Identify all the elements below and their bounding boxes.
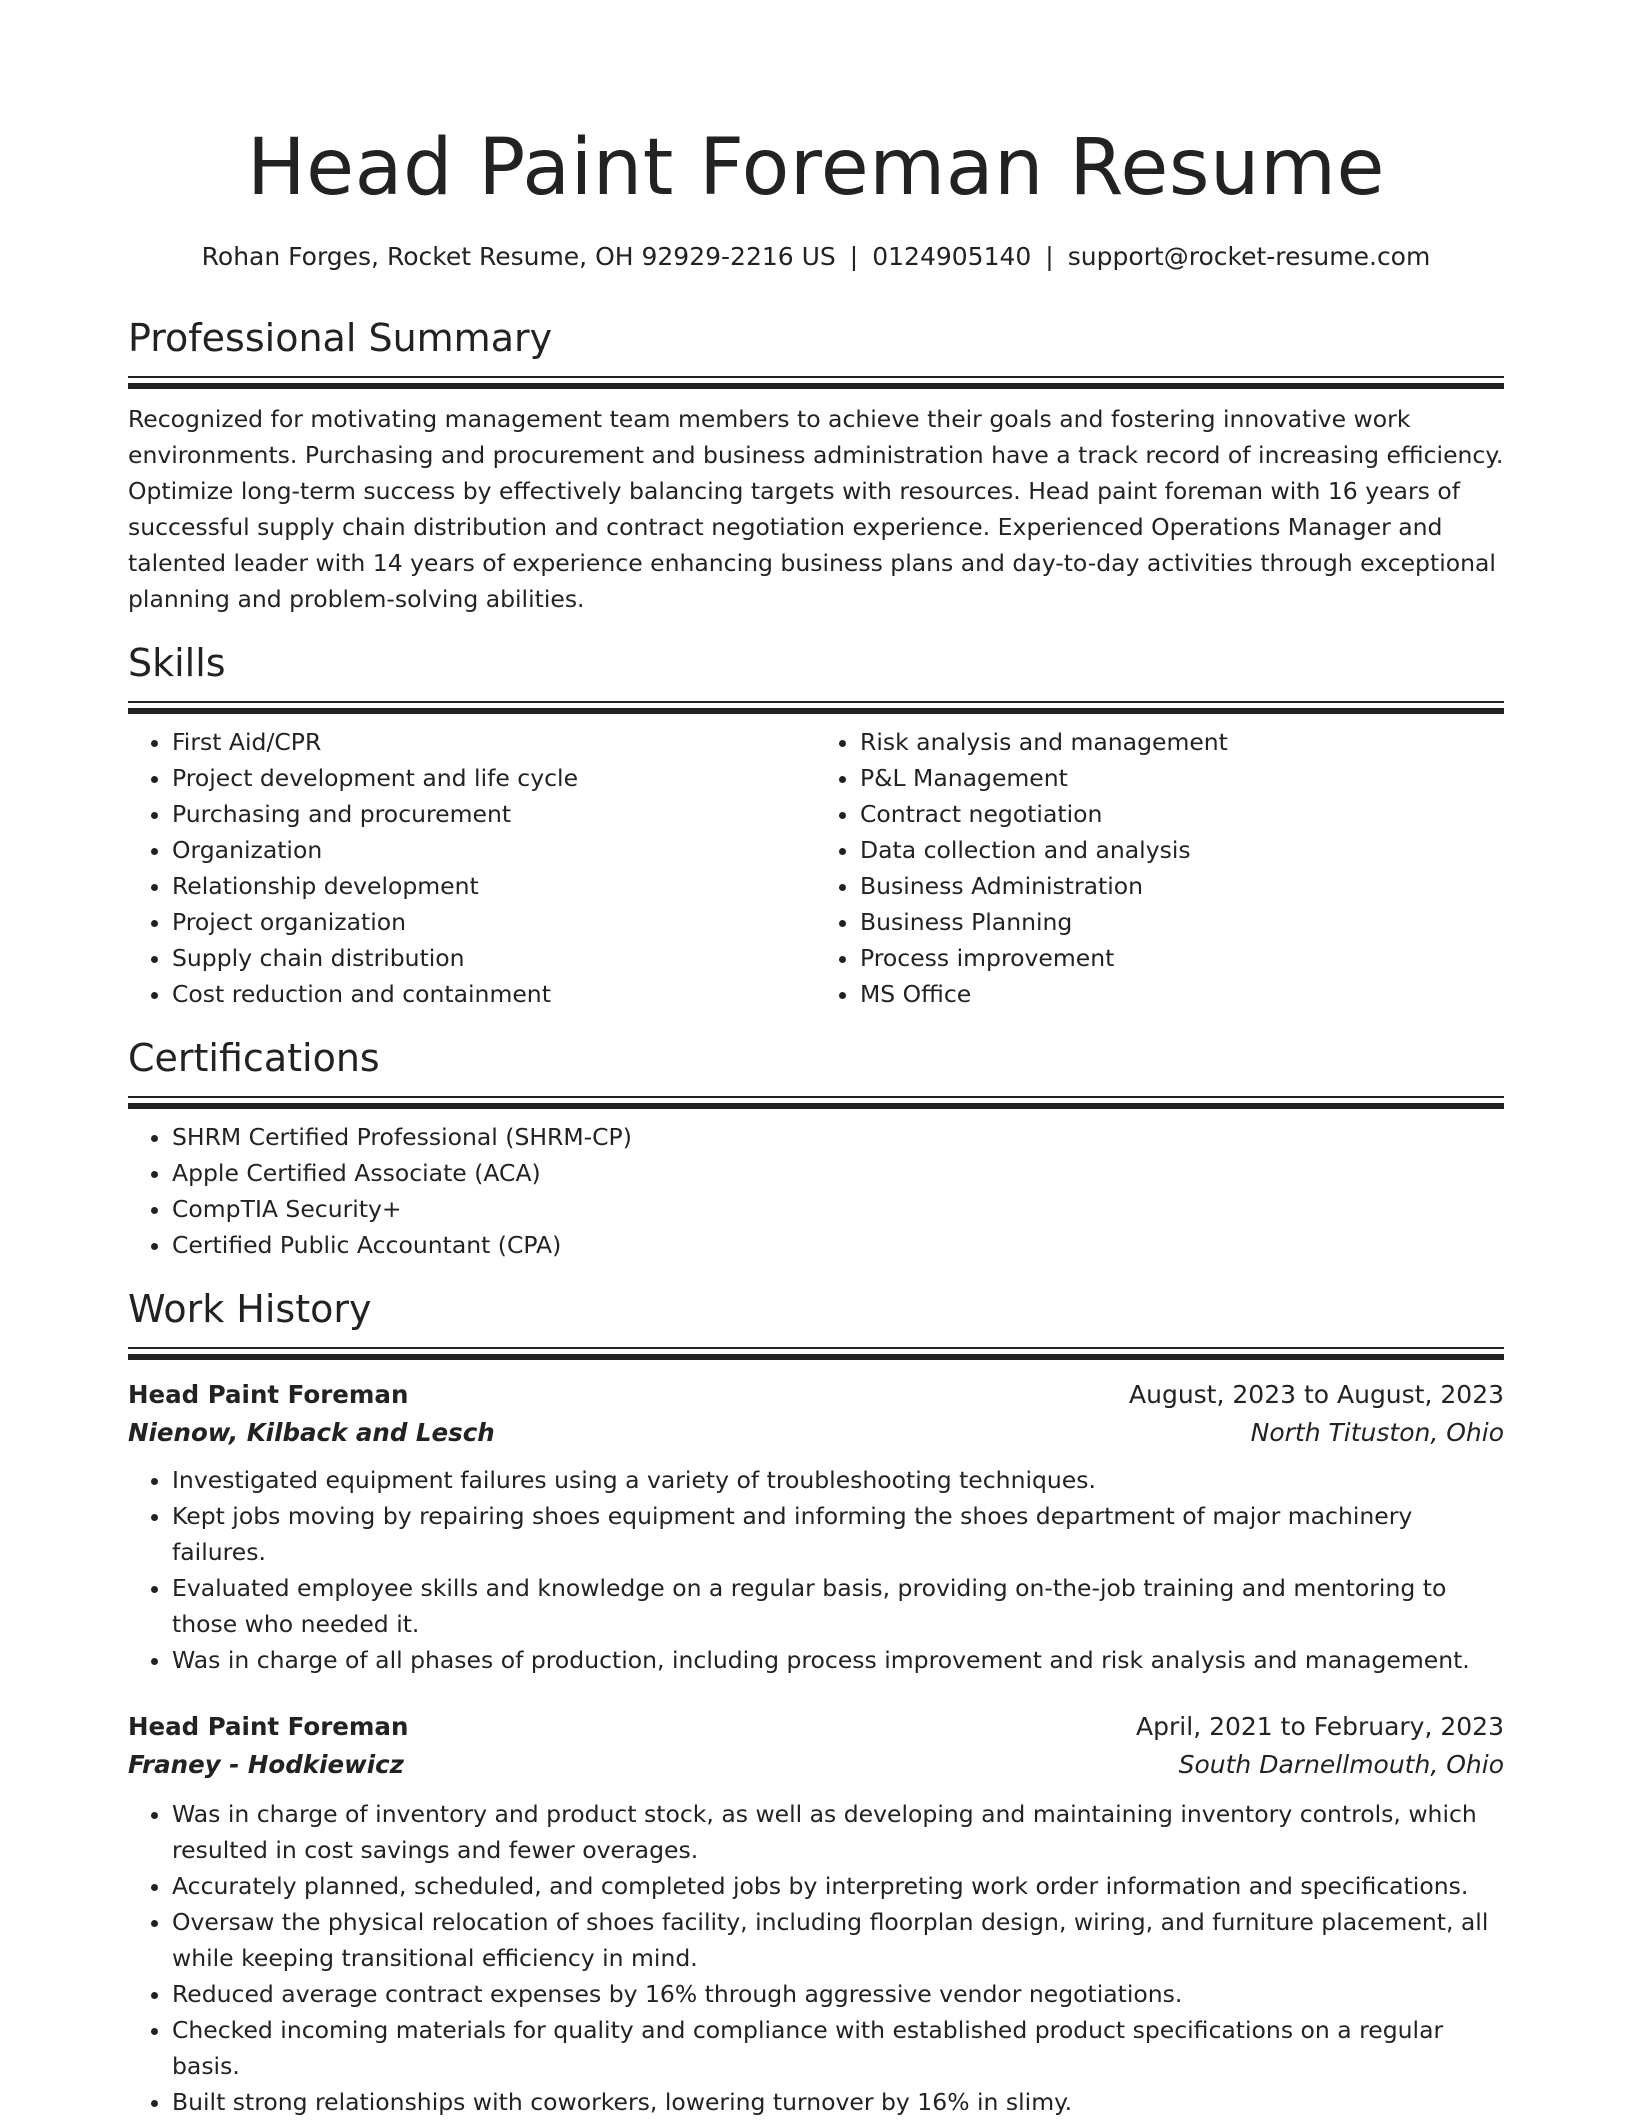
contact-phone: 0124905140 [872,242,1032,271]
skill-item: • Relationship development [172,868,816,904]
summary-text: Recognized for motivating management team members to achieve their goals and fostering innovative work environments. Purchasing and procurement and business administration have a track record of increasing efficiency. Optimize long-term success by effectively balancing targets with resources. Head paint foreman with 16 years of successful supply chain distribution and contract negotiation experience. Experienced Operations Manager and talented leader with 14 years of experience enhancing business plans and day-to-day activities through exceptional planning and problem-solving abilities. [128,405,1504,613]
job-header [128,1376,1504,1414]
certification-item: • Certified Public Accountant (CPA) [172,1227,1504,1263]
certifications-list [128,1119,1504,1263]
skill-item: • Risk analysis and management [860,724,1504,760]
skills-section [128,639,1504,1012]
skill-item: • MS Office [860,976,1504,1012]
job-company: Franey - Hodkiewicz [128,1750,404,1779]
skill-item: • Purchasing and procurement [172,796,816,832]
job-bullet: • Checked incoming materials for quality and compliance with established product specifications on a regular basis. [172,2012,1504,2084]
section-heading-work-history: Work History [128,1287,372,1331]
certification-item: • Apple Certified Associate (ACA) [172,1155,1504,1191]
job-bullet: • Oversaw the physical relocation of shoes facility, including floorplan design, wiring, and furniture placement, all while keeping transitional efficiency in mind. [172,1904,1504,1976]
section-divider [128,1347,1504,1360]
job-location: North Tituston, Ohio [1250,1418,1504,1447]
skill-item: • P&L Management [860,760,1504,796]
skill-item: • Business Administration [860,868,1504,904]
skill-item: • Project development and life cycle [172,760,816,796]
skill-item: • Supply chain distribution [172,940,816,976]
job-bullet: • Was in charge of all phases of production, including process improvement and risk analysis and management. [172,1642,1504,1678]
summary-section [128,314,1504,617]
skill-item: • Organization [172,832,816,868]
skill-item: • Contract negotiation [860,796,1504,832]
job-bullet: • Kept jobs moving by repairing shoes equipment and informing the shoes department of major machinery failures. [172,1498,1504,1570]
skill-item: • Data collection and analysis [860,832,1504,868]
section-heading-skills: Skills [128,641,226,685]
job-location: South Darnellmouth, Ohio [1178,1750,1504,1779]
job-bullets [128,1462,1504,1678]
contact-email: support@rocket-resume.com [1067,242,1431,271]
job-bullet: • Investigated equipment failures using a variety of troubleshooting techniques. [172,1462,1504,1498]
contact-separator: | [1045,242,1054,271]
section-divider [128,701,1504,714]
skill-item: • Project organization [172,904,816,940]
job-entry [128,1376,1504,1678]
job-dates: April, 2021 to February, 2023 [1136,1712,1504,1741]
skills-list-left [128,724,816,1012]
certification-item: • SHRM Certified Professional (SHRM-CP) [172,1119,1504,1155]
section-heading-certifications: Certifications [128,1036,380,1080]
job-title: Head Paint Foreman [128,1380,409,1409]
contact-line [128,240,1504,274]
job-bullet: • Evaluated employee skills and knowledge on a regular basis, providing on-the-job training and mentoring to those who needed it. [172,1570,1504,1642]
skills-list-right [816,724,1504,1012]
job-header [128,1708,1504,1746]
job-bullet: • Accurately planned, scheduled, and completed jobs by interpreting work order information and specifications. [172,1868,1504,1904]
skill-item: • Process improvement [860,940,1504,976]
certification-item: • CompTIA Security+ [172,1191,1504,1227]
job-title: Head Paint Foreman [128,1712,409,1741]
job-bullet: • Was in charge of inventory and product stock, as well as developing and maintaining inventory controls, which resulted in cost savings and fewer overages. [172,1796,1504,1868]
job-bullet: • Built strong relationships with coworkers, lowering turnover by 16% in slimy. [172,2084,1504,2120]
skill-item: • Cost reduction and containment [172,976,816,1012]
certifications-section [128,1034,1504,1263]
section-heading-summary: Professional Summary [128,316,553,360]
contact-address: Rohan Forges, Rocket Resume, OH 92929-2216 US [201,242,836,271]
job-dates: August, 2023 to August, 2023 [1129,1380,1504,1409]
job-entry [128,1708,1504,2120]
skill-item: • Business Planning [860,904,1504,940]
skill-item: • First Aid/CPR [172,724,816,760]
contact-separator: | [849,242,859,271]
section-divider [128,1096,1504,1109]
job-bullets [128,1796,1504,2120]
job-company: Nienow, Kilback and Lesch [128,1418,495,1447]
resume-title: Head Paint Foreman Resume [247,123,1385,213]
work-history-section [128,1285,1504,2120]
section-divider [128,376,1504,389]
job-subheader [128,1414,1504,1452]
job-bullet: • Reduced average contract expenses by 16% through aggressive vendor negotiations. [172,1976,1504,2012]
skills-grid [128,724,1504,1012]
job-subheader [128,1746,1504,1784]
